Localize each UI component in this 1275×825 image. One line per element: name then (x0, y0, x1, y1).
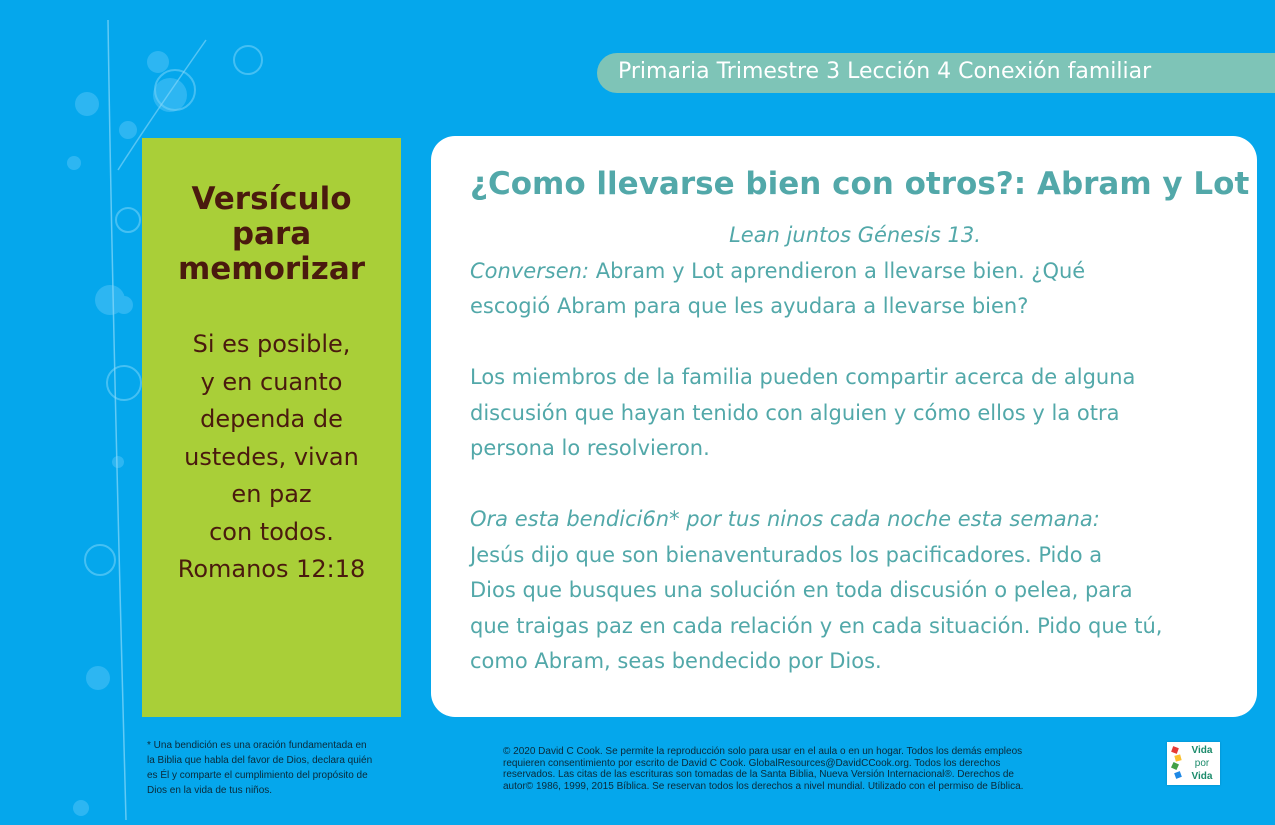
footnote-line: la Biblia que habla del favor de Dios, declara quién (147, 755, 373, 766)
card-title: ¿Como llevarse bien con otros?: Abram y Lot (470, 166, 1250, 202)
copyright-line: © 2020 David C Cook. Se permite la reproducción solo para usar en el aula o en un hogar. Todos los demás empleos (503, 746, 1023, 757)
copyright-line: requieren consentimiento por escrito de David C Cook. GlobalResources@DavidCCook.org. Todos los derechos (503, 757, 1001, 769)
lesson-header-title: Primaria Trimestre 3 Lección 4 Conexión familiar (618, 59, 1152, 84)
blessing-line: Dios que busques una solución en toda discusión o pelea, para (470, 578, 1133, 602)
memory-verse-line: Si es posible, (192, 330, 351, 358)
copyright-line: autor© 1986, 1999, 2015 Bíblica. Se reservan todos los derechos a nivel mundial. Utilizado con el permiso de Bíblica. (503, 780, 1024, 792)
share-line: discusión que hayan tenido con alguien y cómo ellos y la otra (470, 400, 1120, 425)
memory-verse-panel (142, 138, 401, 717)
paragraph-gap (470, 325, 1240, 361)
logo-line: Vida (1191, 771, 1213, 782)
share-line: Los miembros de la familia pueden compartir acerca de alguna (470, 365, 1136, 389)
memory-verse-reference: Romanos 12:18 (177, 555, 366, 583)
card-body (470, 218, 1240, 680)
memory-verse-line: ustedes, vivan (184, 442, 359, 471)
share-line: persona lo resolvieron. (470, 436, 710, 460)
footnote-line: Dios en la vida de tus niños. (147, 785, 273, 796)
copyright-line: reservados. Las citas de las escrituras son tomadas de la Santa Biblia, Nueva Versión Internacional®. Derechos de (503, 769, 1014, 780)
logo-text (1185, 744, 1219, 783)
memory-verse-line: con todos. (209, 517, 334, 546)
memory-verse-text (142, 326, 401, 589)
memory-verse-heading-line: Versículo (191, 181, 352, 217)
footnote-line: * Una bendición es una oración fundamentada en (147, 740, 367, 751)
memory-verse-heading-line: para (231, 216, 312, 252)
memory-verse-line: y en cuanto (200, 367, 343, 396)
read-together-line: Lean juntos Génesis 13. (729, 223, 981, 247)
blessing-line: Jesús dijo que son bienaventurados los pacificadores. Pido a (470, 542, 1103, 567)
memory-verse-heading (142, 182, 401, 287)
talk-line (470, 254, 1240, 290)
vida-por-vida-logo (1167, 742, 1220, 785)
copyright-notice (503, 746, 1163, 792)
memory-verse-line: en paz (231, 480, 312, 508)
talk-line-continued: escogió Abram para que les ayudara a llevarse bien? (470, 294, 1029, 318)
pray-label: Ora esta bendici6n* por tus ninos cada noche esta semana: (470, 507, 1100, 531)
memory-verse-heading-line: memorizar (177, 251, 366, 287)
talk-label: Conversen: (470, 258, 590, 283)
vida-por-vida-logo-icon (1171, 746, 1183, 781)
blessing-line: como Abram, seas bendecido por Dios. (470, 649, 882, 673)
paragraph-gap (470, 467, 1240, 503)
memory-verse-line: dependa de (200, 405, 343, 433)
talk-text: Abram y Lot aprendieron a llevarse bien. ¿Qué (589, 258, 1086, 283)
footnote-line: es Él y comparte el cumplimiento del propósito de (147, 770, 368, 781)
blessing-footnote (147, 738, 407, 798)
logo-line: por (1194, 758, 1210, 769)
logo-line: Vida (1191, 745, 1213, 756)
blessing-line: que traigas paz en cada relación y en cada situación. Pido que tú, (470, 613, 1163, 638)
